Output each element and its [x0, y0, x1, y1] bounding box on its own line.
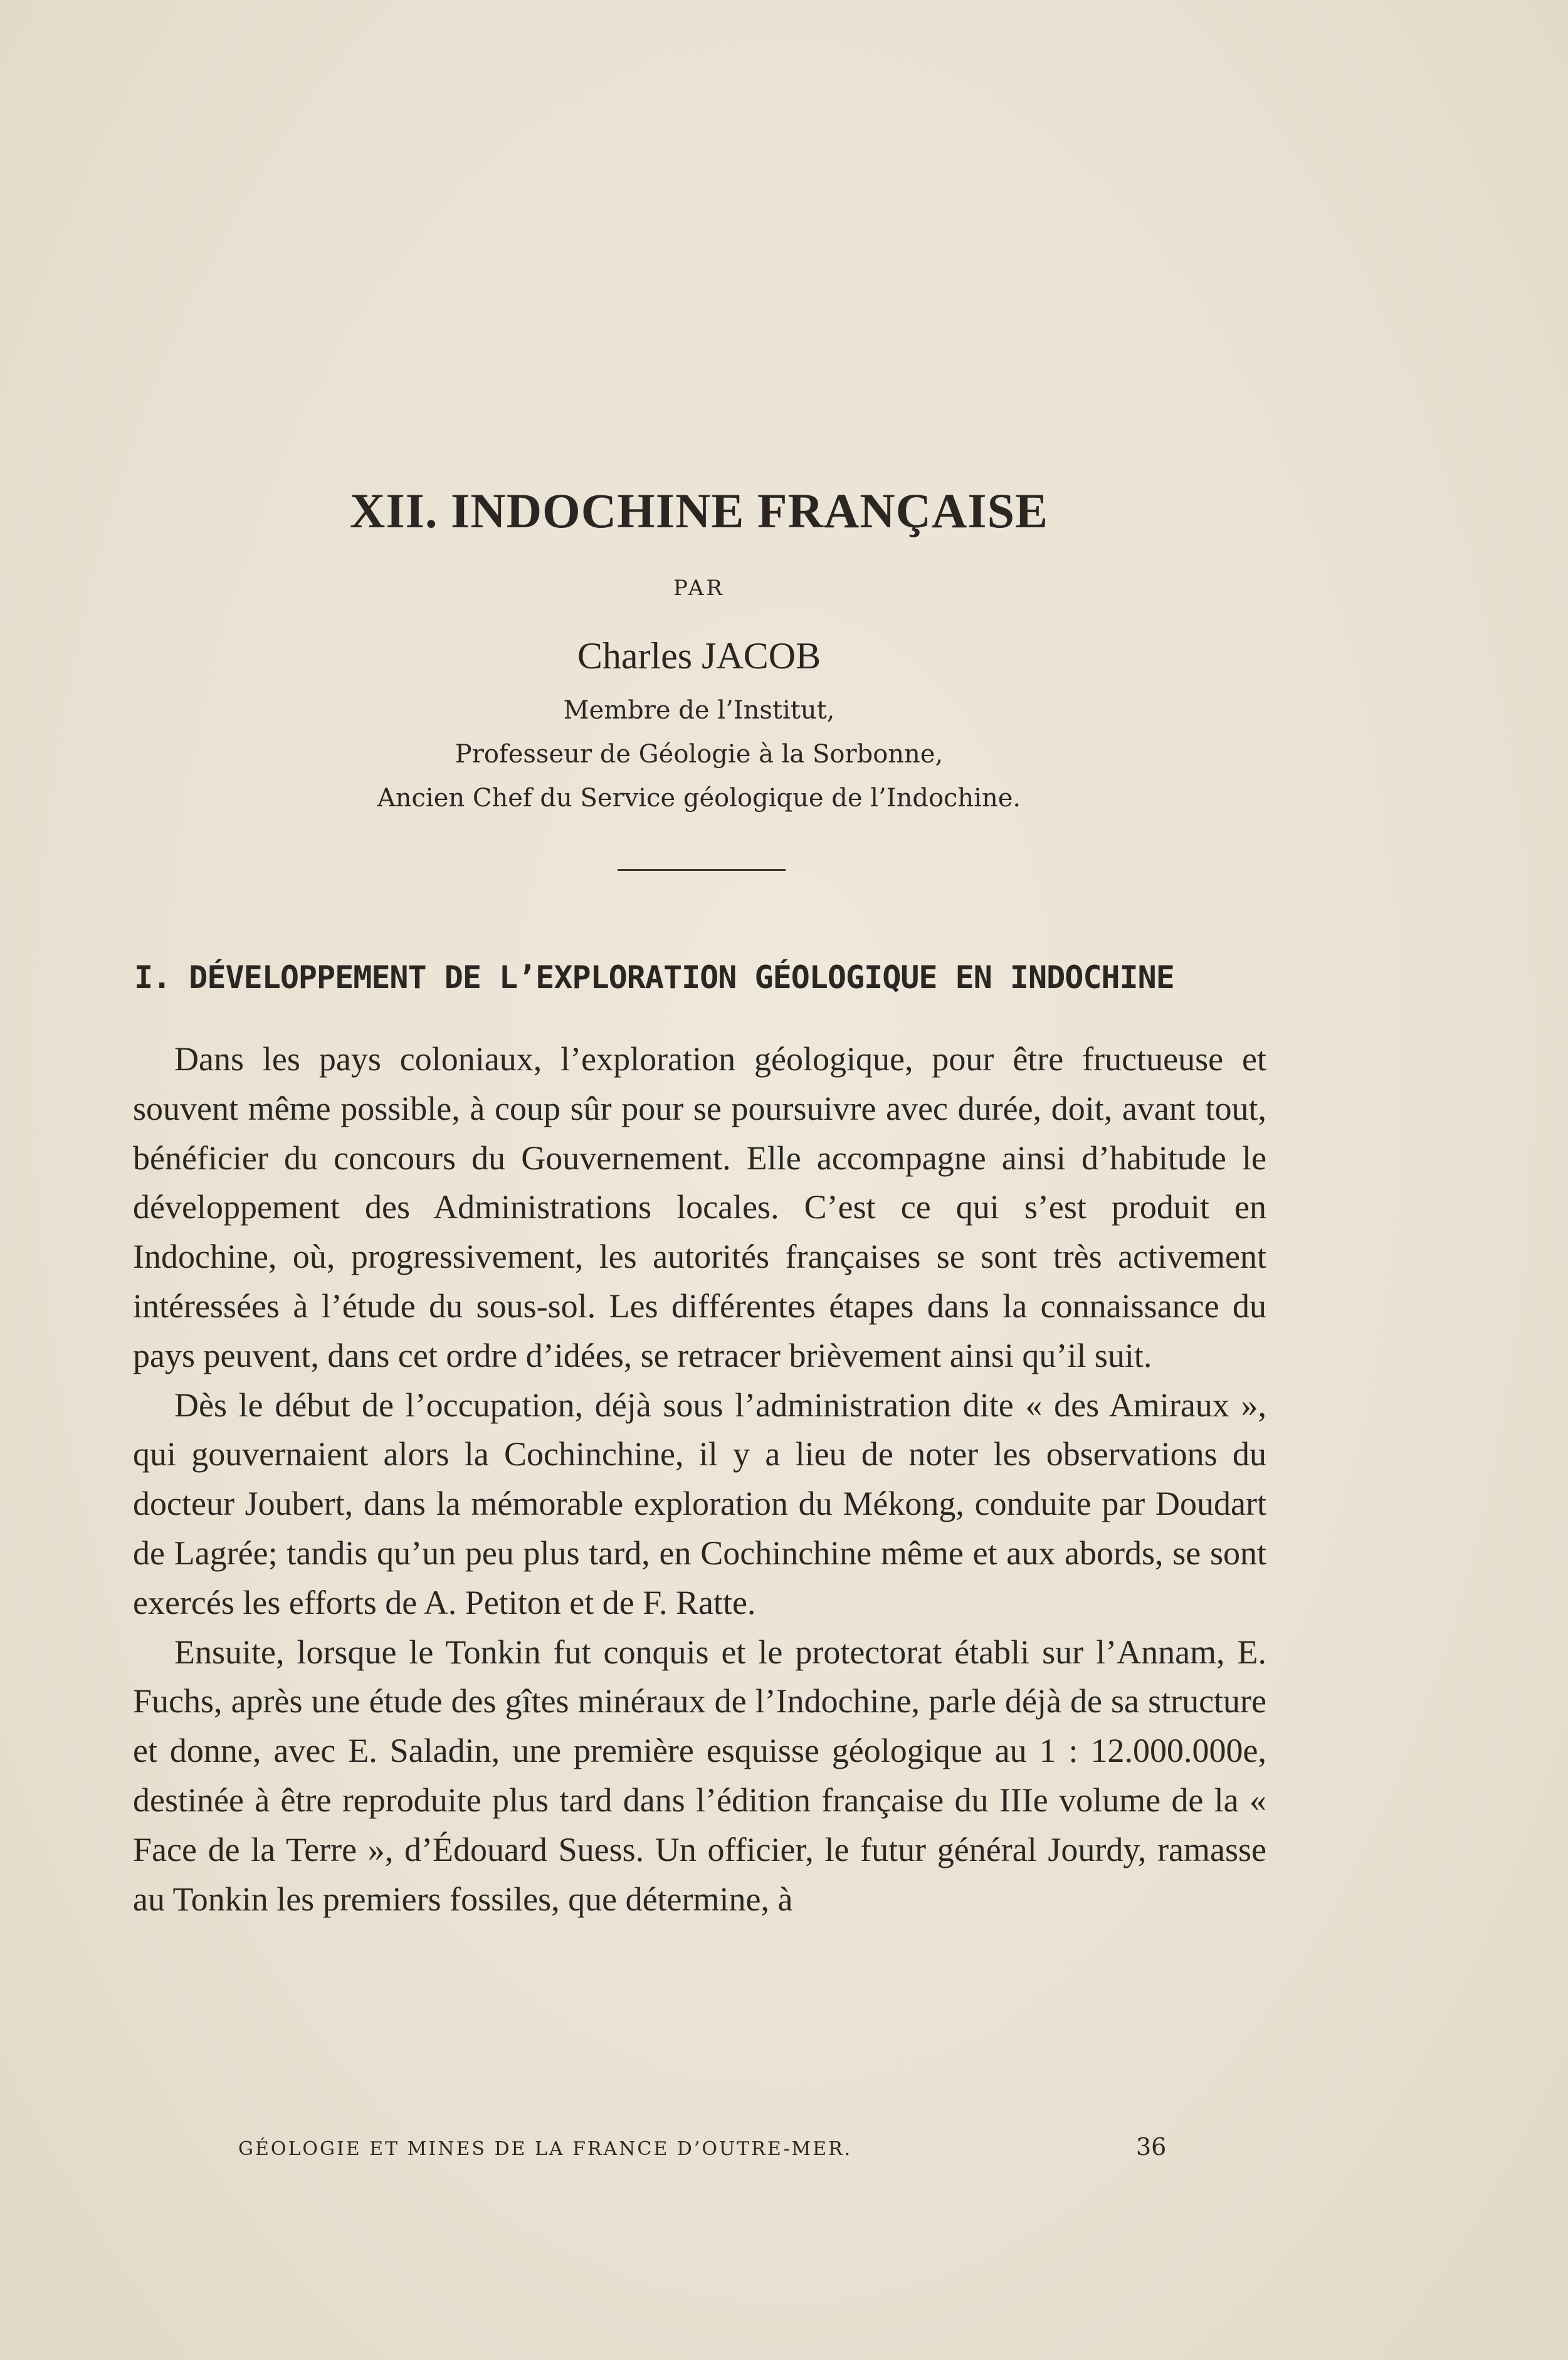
- author-affiliation-line: Ancien Chef du Service géologique de l’Indochine.: [377, 784, 1021, 813]
- paragraph: Dès le début de l’occupation, déjà sous l’administration dite « des Amiraux », qui gouvernaient alors la Cochinchine, il y a lieu de noter les observations du docteur Joubert, dans la mémorable exploration du Mékong, conduite par Doudart de Lagrée; tandis qu’un peu plus tard, en Cochinchine même et aux abords, se sont exercés les efforts de A. Petiton et de F. Ratte.: [133, 1386, 1266, 1621]
- page-number: 36: [1136, 2133, 1167, 2161]
- par-label: PAR: [673, 576, 725, 601]
- body-text: [133, 1035, 1266, 1924]
- paragraph: Ensuite, lorsque le Tonkin fut conquis et le protectorat établi sur l’Annam, E. Fuchs, après une étude des gîtes minéraux de l’Indochine, parle déjà de sa structure et donne, avec E. Saladin, une première esquisse géologique au 1 : 12.000.000e, destinée à être reproduite plus tard dans l’édition française du IIIe volume de la « Face de la Terre », d’Édouard Suess. Un officier, le futur général Jourdy, ramasse au Tonkin les premiers fossiles, que détermine, à: [133, 1633, 1266, 1918]
- chapter-title: XII. INDOCHINE FRANÇAISE: [350, 483, 1048, 538]
- separator-rule: [618, 869, 786, 871]
- running-footer: GÉOLOGIE ET MINES DE LA FRANCE D’OUTRE-MER.: [238, 2138, 853, 2160]
- author-affiliation-line: Membre de l’Institut,: [563, 696, 835, 725]
- author-name: Charles JACOB: [577, 635, 821, 677]
- section-heading: I. DÉVELOPPEMENT DE L’EXPLORATION GÉOLOGIQUE EN INDOCHINE: [134, 959, 1174, 996]
- author-affiliation-line: Professeur de Géologie à la Sorbonne,: [455, 740, 944, 769]
- paragraph: Dans les pays coloniaux, l’exploration géologique, pour être fructueuse et souvent même possible, à coup sûr pour se poursuivre avec durée, doit, avant tout, bénéficier du concours du Gouvernement. Elle accompagne ainsi d’habitude le développement des Administrations locales. C’est ce qui s’est produit en Indochine, où, progressivement, les autorités françaises se sont très activement intéressées à l’étude du sous-sol. Les différentes étapes dans la connaissance du pays peuvent, dans cet ordre d’idées, se retracer brièvement ainsi qu’il suit.: [133, 1040, 1266, 1374]
